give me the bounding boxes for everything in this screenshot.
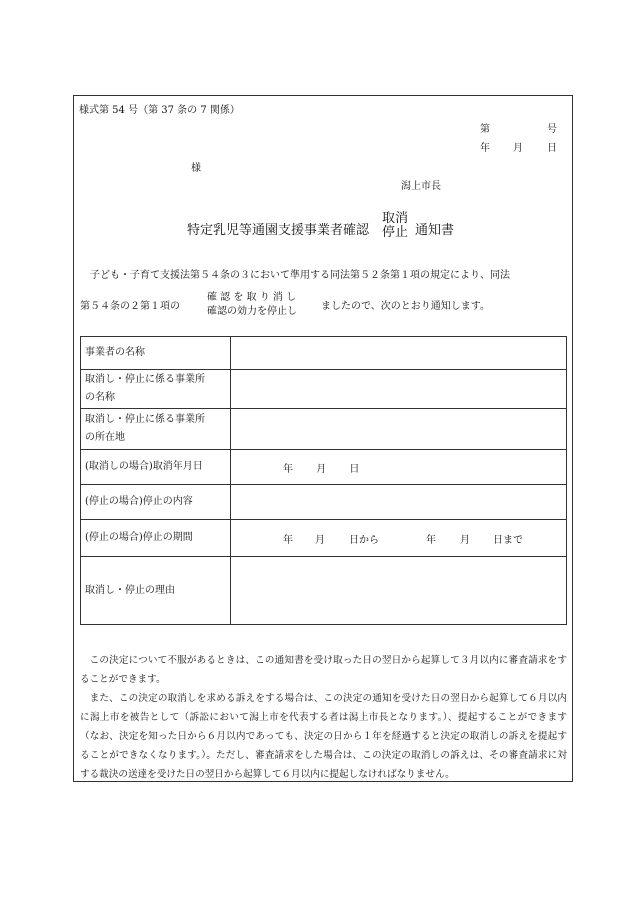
title-option-torikeshi: 取消 [382, 211, 409, 226]
table-row [81, 485, 567, 520]
value-operator-name [231, 337, 567, 370]
value-reason [231, 557, 567, 625]
form-number: 様式第 54 号（第 37 条の 7 関係） [79, 105, 240, 116]
intro-line-1: 子ども・子育て支援法第５４条の３において準用する同法第５２条第１項の規定により、同法 [90, 270, 510, 281]
intro-option-teishi: 確認の効力を停止し [207, 306, 297, 317]
doc-number-dai: 第 [480, 124, 490, 135]
value-facility-name [231, 370, 567, 409]
title-options [382, 212, 408, 240]
addressee-sama: 様 [191, 163, 201, 174]
intro-line-2-prefix: 第５４条の２第１項の [80, 301, 180, 312]
row-label-facility-address: 取消し・停止に係る事業所 の所在地 [81, 409, 231, 450]
title-suffix: 通知書 [415, 223, 455, 238]
row-label-suspension-period: (停止の場合)停止の期間 [81, 520, 231, 557]
note-paragraph-1: この決定について不服があるときは、この通知書を受け取った日の翌日から起算して３月以内に審査請求をすることができます。 [80, 655, 567, 685]
row-label-operator-name: 事業者の名称 [81, 337, 231, 370]
table-row [81, 370, 567, 409]
doc-number-go: 号 [547, 124, 557, 135]
table-row [81, 557, 567, 625]
table-row [81, 520, 567, 557]
row-label-suspension-content: (停止の場合)停止の内容 [81, 485, 231, 520]
info-table [80, 336, 567, 625]
issuer: 潟上市長 [401, 181, 441, 192]
intro-option-torikeshi: 確 認 を 取 り 消 し [207, 292, 297, 303]
value-facility-address [231, 409, 567, 450]
table-row [81, 337, 567, 370]
intro-options [207, 291, 297, 319]
date-nen: 年 [480, 143, 490, 154]
row-label-reason: 取消し・停止の理由 [81, 557, 231, 625]
title-option-teishi: 停止 [382, 225, 409, 240]
intro-line-2-suffix: ましたので、次のとおり通知します。 [321, 301, 490, 312]
value-suspension-content [231, 485, 567, 520]
table-row [81, 409, 567, 450]
note-paragraph-2: また、この決定の取消しを求める訴えをする場合は、この決定の通知を受けた日の翌日から起算して６月以内に潟上市を被告として（訴訟において潟上市を代表する者は潟上市長となります。）、提起することができます（なお、決定を知った日から６月以内であっても、決定の日から１年を経過すると決定の取消しの訴えを提起することができなくなります。）。ただし、審査請求をした場合は、この決定の取消しの訴えは、その審査請求に対する裁決の送達を受けた日の翌日から起算して６月以内に提起しなければなりません。 [80, 693, 567, 780]
value-cancellation-date: 年 月 日 [231, 450, 567, 485]
document-title: 特定乳児等通園支援事業者確認 [187, 223, 370, 238]
value-suspension-period: 年 月 日から 年 月 日まで [231, 520, 567, 557]
row-label-facility-name: 取消し・停止に係る事業所 の名称 [81, 370, 231, 409]
date-hi: 日 [547, 143, 557, 154]
row-label-cancellation-date: (取消しの場合)取消年月日 [81, 450, 231, 485]
date-tsuki: 月 [513, 143, 523, 154]
table-row [81, 450, 567, 485]
